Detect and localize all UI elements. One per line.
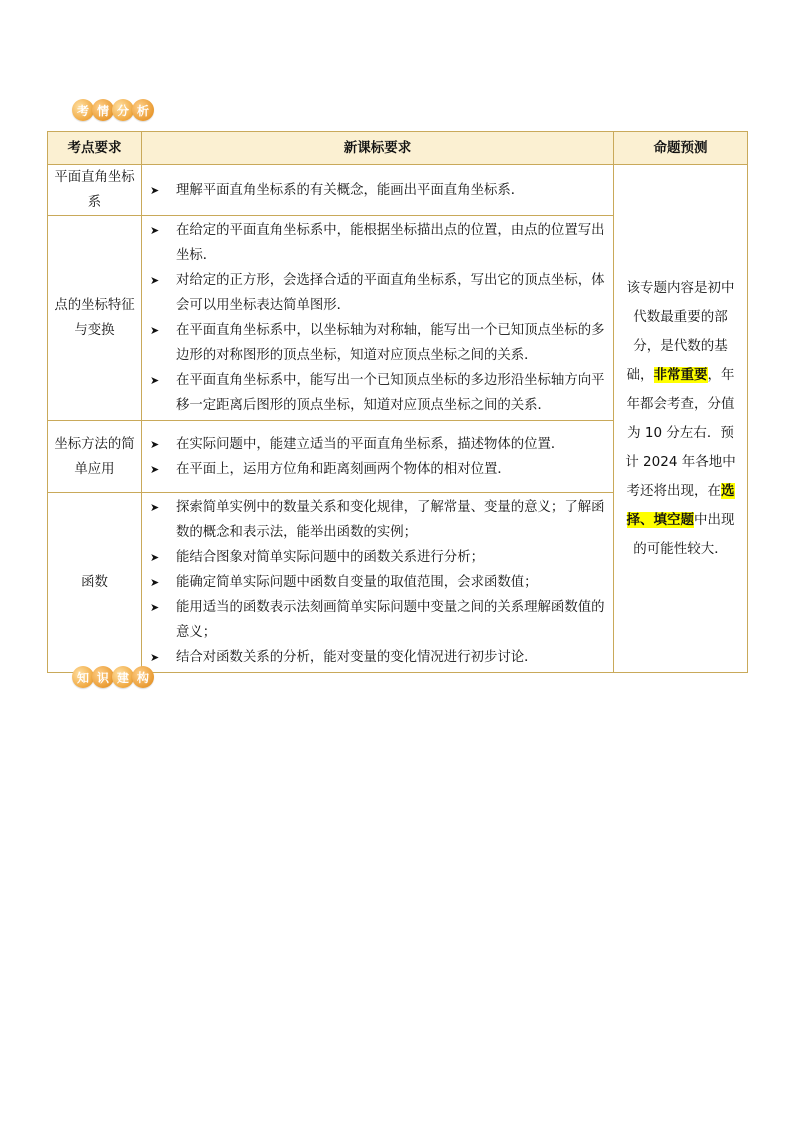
list-item: ➤ 理解平面直角坐标系的有关概念，能画出平面直角坐标系． [148,178,607,203]
list-item: ➤ 能确定简单实际问题中函数自变量的取值范围，会求函数值； [148,570,607,595]
prediction-highlight-2: 选择、填空题 [626,482,735,528]
badge-char: 考 [72,99,94,121]
arrow-right-icon: ➤ [150,224,160,237]
prediction-highlight-1: 非常重要 [653,366,708,383]
list-item: ➤ 在平面上，运用方位角和距离刻画两个物体的相对位置． [148,457,607,482]
topic-cell: 点的坐标特征与变换 [48,216,142,421]
requirements-cell [142,216,614,421]
arrow-right-icon: ➤ [150,576,160,589]
requirements-cell [142,493,614,673]
header-prediction: 命题预测 [614,132,748,165]
badge-char: 分 [112,99,134,121]
topic-cell: 坐标方法的简单应用 [48,421,142,493]
arrow-right-icon: ➤ [150,183,160,197]
list-item: ➤ 在实际问题中，能建立适当的平面直角坐标系，描述物体的位置． [148,432,607,457]
header-requirements: 新课标要求 [142,132,614,165]
arrow-right-icon: ➤ [150,651,160,664]
badge-char: 识 [92,666,114,688]
list-item: ➤ 能用适当的函数表示法刻画简单实际问题中变量之间的关系理解函数值的意义； [148,595,607,645]
badge-char: 情 [92,99,114,121]
list-item: ➤ 在平面直角坐标系中，能写出一个已知顶点坐标的多边形沿坐标轴方向平移一定距离后图形的顶点坐标，知道对应顶点坐标之间的关系． [148,368,607,418]
table-row [48,165,748,216]
requirements-cell [142,165,614,216]
requirements-cell [142,421,614,493]
arrow-right-icon: ➤ [150,601,160,614]
prediction-text-2: ，年年都会考查，分值为 10 分左右．预计 2024 年各地中考还将出现，在 [625,366,736,499]
list-item: ➤ 能结合图象对简单实际问题中的函数关系进行分析； [148,545,607,570]
list-item: ➤ 在给定的平面直角坐标系中，能根据坐标描出点的位置，由点的位置写出坐标． [148,218,607,268]
topic-cell: 函数 [48,493,142,673]
table-header-row [48,132,748,165]
arrow-right-icon: ➤ [150,551,160,564]
badge-char: 建 [112,666,134,688]
section-badge-knowledge [72,663,152,691]
exam-analysis-table [47,131,748,673]
section-badge-analysis [72,96,152,124]
header-topic: 考点要求 [48,132,142,165]
arrow-right-icon: ➤ [150,274,160,287]
arrow-right-icon: ➤ [150,437,160,451]
list-item: ➤ 对给定的正方形，会选择合适的平面直角坐标系，写出它的顶点坐标，体会可以用坐标表达简单图形． [148,268,607,318]
topic-cell: 平面直角坐标系 [48,165,142,216]
list-item: ➤ 结合对函数关系的分析，能对变量的变化情况进行初步讨论． [148,645,607,670]
arrow-right-icon: ➤ [150,462,160,476]
list-item: ➤ 在平面直角坐标系中，以坐标轴为对称轴，能写出一个已知顶点坐标的多边形的对称图形的顶点坐标，知道对应顶点坐标之间的关系． [148,318,607,368]
badge-char: 构 [132,666,154,688]
badge-char: 知 [72,666,94,688]
prediction-text-1: 该专题内容是初中代数最重要的部分，是代数的基础， [626,279,735,383]
list-item: ➤ 探索简单实例中的数量关系和变化规律，了解常量、变量的意义；了解函数的概念和表示法，能举出函数的实例； [148,495,607,545]
badge-char: 析 [132,99,154,121]
arrow-right-icon: ➤ [150,501,160,514]
arrow-right-icon: ➤ [150,324,160,337]
prediction-text-3: 中出现的可能性较大． [633,511,735,557]
arrow-right-icon: ➤ [150,374,160,387]
prediction-cell [614,165,748,673]
